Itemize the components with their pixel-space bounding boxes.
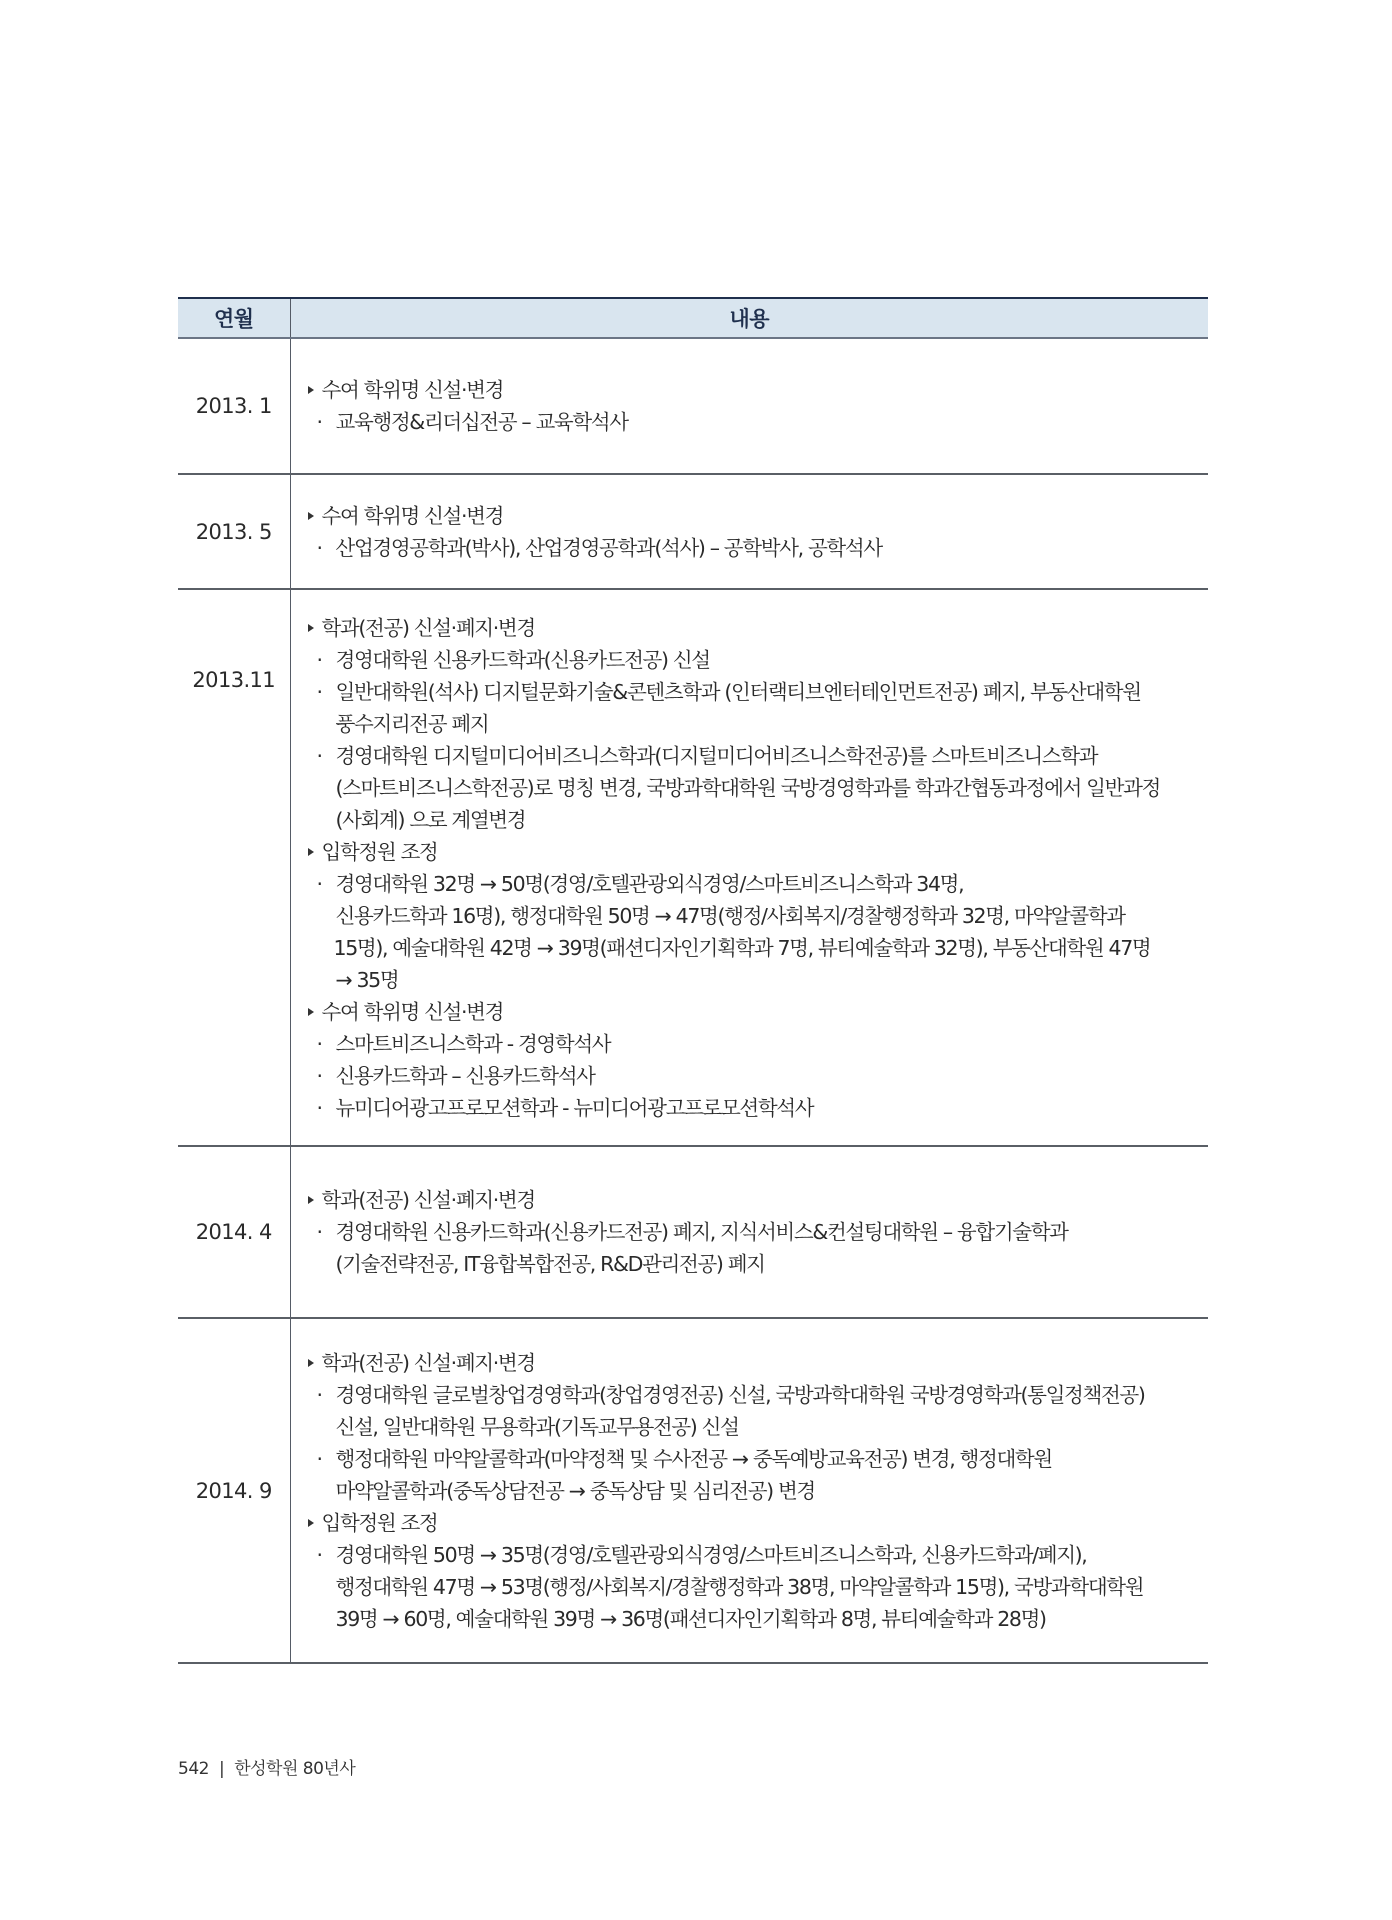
table-row — [178, 1318, 1208, 1663]
middle-dot-icon: · — [316, 1220, 322, 1244]
table-row — [178, 474, 1208, 589]
section-title: 수여 학위명 신설·변경 — [308, 996, 1203, 1028]
year-cell — [178, 1318, 290, 1663]
footer-separator: | — [218, 1759, 225, 1779]
list-item: · 신용카드학과 – 신용카드학석사 — [308, 1060, 1203, 1092]
page-footer — [178, 1754, 355, 1779]
section-title: 학과(전공) 신설·폐지·변경 — [308, 1184, 1203, 1216]
list-item: · 교육행정&리더십전공 – 교육학석사 — [308, 406, 1203, 438]
book-title: 한성학원 80년사 — [234, 1759, 356, 1779]
middle-dot-icon: · — [316, 1063, 322, 1088]
list-item: · 경영대학원 신용카드학과(신용카드전공) 신설 — [308, 644, 1203, 676]
content-block — [291, 1184, 1209, 1280]
list-item: · 경영대학원 50명 → 35명(경영/호텔관광외식경영/스마트비즈니스학과, 신용카드학과/폐지), 행정대학원 47명 → 53명(행정/사회복지/경찰행정학과 38명, 마약알콜학과 15명), 국방과학대학원 39명 → 60명, 예술대학원 39명 → 36명(패션디자인기획학과 8명, 뷰티예술학과 28명) — [308, 1539, 1203, 1635]
content-cell — [290, 589, 1208, 1146]
year-label: 2013. 1 — [195, 394, 272, 418]
table-row — [178, 589, 1208, 1146]
middle-dot-icon: · — [316, 1095, 322, 1120]
middle-dot-icon: · — [316, 1542, 322, 1567]
triangle-right-icon — [308, 1196, 314, 1204]
triangle-right-icon — [308, 624, 314, 632]
triangle-right-icon — [308, 1008, 314, 1016]
list-item: · 행정대학원 마약알콜학과(마약정책 및 수사전공 → 중독예방교육전공) 변경, 행정대학원 마약알콜학과(중독상담전공 → 중독상담 및 심리전공) 변경 — [308, 1443, 1203, 1507]
content-cell — [290, 1318, 1208, 1663]
header-year: 연월 — [178, 298, 290, 338]
table-row — [178, 338, 1208, 474]
middle-dot-icon: · — [316, 410, 322, 434]
middle-dot-icon: · — [316, 1382, 322, 1407]
content-block — [291, 500, 1209, 564]
list-item: · 스마트비즈니스학과 - 경영학석사 — [308, 1028, 1203, 1060]
list-item: · 경영대학원 신용카드학과(신용카드전공) 폐지, 지식서비스&컨설팅대학원 – 융합기술학과 (기술전략전공, IT융합복합전공, R&D관리전공) 폐지 — [308, 1216, 1203, 1280]
triangle-right-icon — [308, 1359, 314, 1367]
table-body — [178, 338, 1208, 1663]
section-title: 학과(전공) 신설·폐지·변경 — [308, 612, 1203, 644]
year-cell — [178, 338, 290, 474]
middle-dot-icon: · — [316, 679, 322, 704]
triangle-right-icon — [308, 512, 314, 520]
table-row — [178, 1146, 1208, 1318]
section-title: 입학정원 조정 — [308, 836, 1203, 868]
content-block — [291, 612, 1209, 1124]
middle-dot-icon: · — [316, 743, 322, 768]
list-item: · 경영대학원 디지털미디어비즈니스학과(디지털미디어비즈니스학전공)를 스마트비즈니스학과 (스마트비즈니스학전공)로 명칭 변경, 국방과학대학원 국방경영학과를 학과간협동과정에서 일반과정 (사회계) 으로 계열변경 — [308, 740, 1203, 836]
middle-dot-icon: · — [316, 647, 322, 672]
list-item: · 뉴미디어광고프로모션학과 - 뉴미디어광고프로모션학석사 — [308, 1092, 1203, 1124]
content-cell — [290, 1146, 1208, 1318]
content-cell — [290, 338, 1208, 474]
year-label: 2014. 4 — [195, 1220, 272, 1244]
history-table — [178, 297, 1208, 1664]
triangle-right-icon — [308, 1519, 314, 1527]
page-number: 542 — [178, 1759, 209, 1779]
content-cell — [290, 474, 1208, 589]
year-label: 2013.11 — [192, 668, 276, 692]
content-block — [291, 374, 1209, 438]
section-title: 입학정원 조정 — [308, 1507, 1203, 1539]
table-header — [178, 298, 1208, 338]
header-content: 내용 — [290, 298, 1208, 338]
content-block — [291, 1347, 1209, 1635]
section-title: 학과(전공) 신설·폐지·변경 — [308, 1347, 1203, 1379]
year-cell — [178, 474, 290, 589]
year-label: 2014. 9 — [195, 1478, 272, 1503]
year-cell — [178, 1146, 290, 1318]
section-title: 수여 학위명 신설·변경 — [308, 374, 1203, 406]
list-item: · 경영대학원 32명 → 50명(경영/호텔관광외식경영/스마트비즈니스학과 34명, 신용카드학과 16명), 행정대학원 50명 → 47명(행정/사회복지/경찰행정학과 32명, 마약알콜학과 15명), 예술대학원 42명 → 39명(패션디자인기획학과 7명, 뷰티예술학과 32명), 부동산대학원 47명 → 35명 — [308, 868, 1203, 996]
middle-dot-icon: · — [316, 871, 322, 896]
middle-dot-icon: · — [316, 1031, 322, 1056]
year-cell — [178, 589, 290, 1146]
list-item: · 경영대학원 글로벌창업경영학과(창업경영전공) 신설, 국방과학대학원 국방경영학과(통일정책전공) 신설, 일반대학원 무용학과(기독교무용전공) 신설 — [308, 1379, 1203, 1443]
section-title: 수여 학위명 신설·변경 — [308, 500, 1203, 532]
triangle-right-icon — [308, 386, 314, 394]
year-label: 2013. 5 — [195, 519, 272, 544]
list-item: · 일반대학원(석사) 디지털문화기술&콘텐츠학과 (인터랙티브엔터테인먼트전공) 폐지, 부동산대학원 풍수지리전공 폐지 — [308, 676, 1203, 740]
middle-dot-icon: · — [316, 1446, 322, 1471]
list-item: · 산업경영공학과(박사), 산업경영공학과(석사) – 공학박사, 공학석사 — [308, 532, 1203, 564]
triangle-right-icon — [308, 848, 314, 856]
middle-dot-icon: · — [316, 535, 322, 560]
